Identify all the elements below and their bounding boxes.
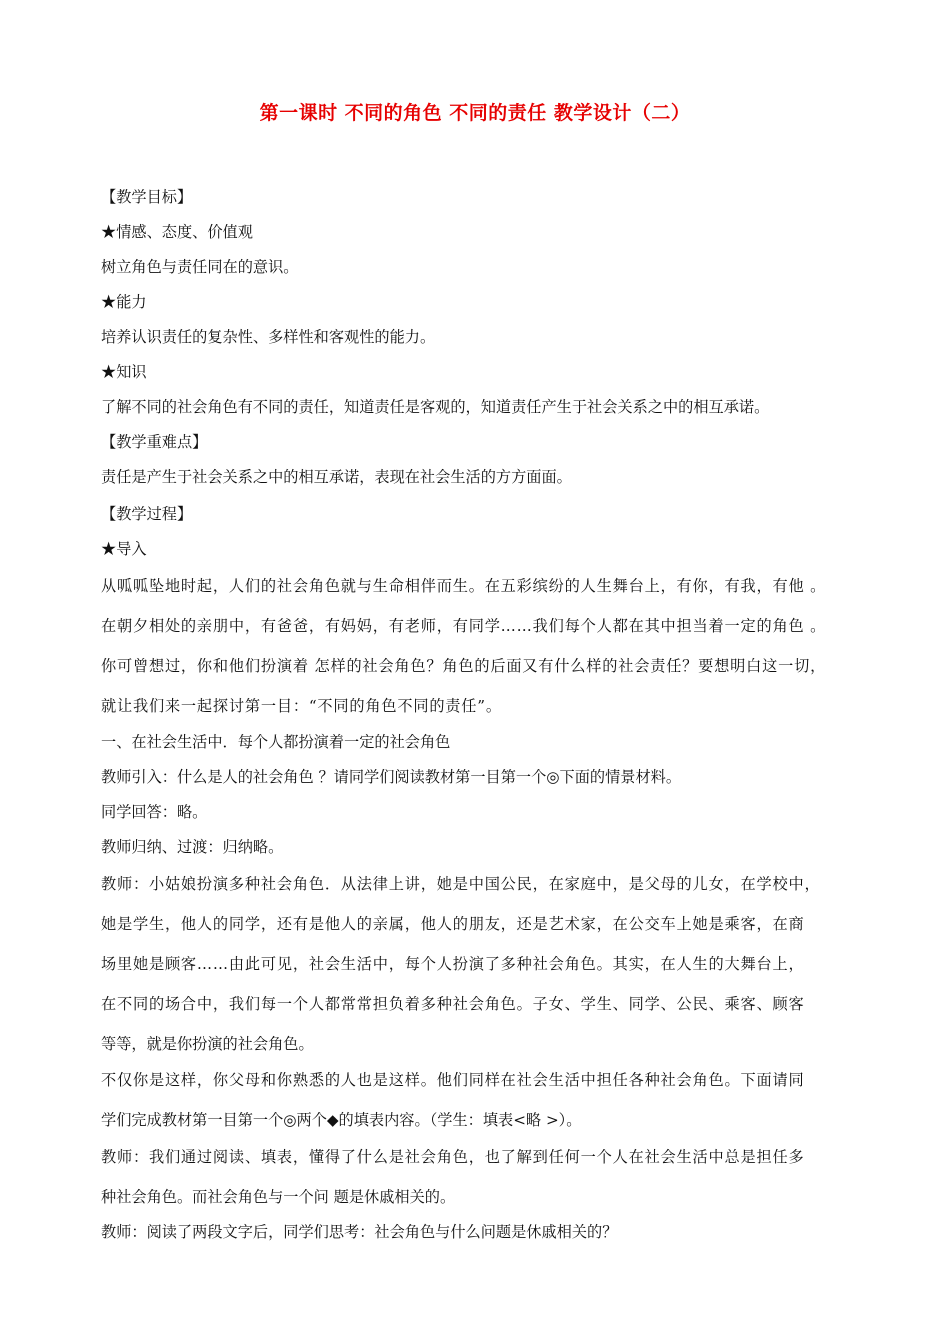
paragraph: 在不同的场合中，我们每一个人都常常担负着多种社会角色。子女、学生、同学、公民、乘客、顾客	[101, 995, 805, 1013]
paragraph: 教师引入：什么是人的社会角色 ？请同学们阅读教材第一目第一个◎下面的情景材料。	[101, 768, 682, 786]
paragraph: 从呱呱坠地时起，人们的社会角色就与生命相伴而生。在五彩缤纷的人生舞台上，有你，有我，有他 。	[101, 577, 827, 595]
paragraph: 责任是产生于社会关系之中的相互承诺，表现在社会生活的方方面面。	[101, 468, 572, 486]
paragraph: 场里她是顾客……由此可见，社会生活中，每个人扮演了多种社会角色。其实，在人生的大舞台上，	[101, 955, 805, 973]
subheading-emotion-attitude-values: ★情感、态度、价值观	[101, 223, 253, 241]
paragraph: 教师：我们通过阅读、填表，懂得了什么是社会角色，也了解到任何一个人在社会生活中总是担任多	[101, 1148, 805, 1166]
document-title: 第一课时 不同的角色 不同的责任 教学设计（二）	[259, 102, 691, 124]
paragraph: 在朝夕相处的亲朋中，有爸爸，有妈妈，有老师，有同学……我们每个人都在其中担当着一定的角色 。	[101, 617, 827, 635]
paragraph: 等等，就是你扮演的社会角色。	[101, 1035, 314, 1053]
paragraph: 不仅你是这样，你父母和你熟悉的人也是这样。他们同样在社会生活中担任各种社会角色。下面请同	[101, 1071, 805, 1089]
subheading-ability: ★能力	[101, 293, 147, 311]
paragraph: 她是学生，他人的同学，还有是他人的亲属，他人的朋友，还是艺术家，在公交车上她是乘客，在商	[101, 915, 805, 933]
paragraph: 就让我们来一起探讨第一目：“不同的角色不同的责任”。	[101, 697, 502, 715]
paragraph: 教师：阅读了两段文字后，同学们思考：社会角色与什么问题是休戚相关的？	[101, 1223, 618, 1241]
paragraph: 树立角色与责任同在的意识。	[101, 258, 299, 276]
subheading-introduction: ★导入	[101, 540, 147, 558]
paragraph: 了解不同的社会角色有不同的责任，知道责任是客观的，知道责任产生于社会关系之中的相互承诺。	[101, 398, 770, 416]
section-heading-teaching-goals: 【教学目标】	[101, 188, 193, 206]
section-heading-part-one: 一、在社会生活中．每个人都扮演着一定的社会角色	[101, 733, 451, 751]
section-heading-key-points: 【教学重难点】	[101, 433, 208, 451]
paragraph: 培养认识责任的复杂性、多样性和客观性的能力。	[101, 328, 436, 346]
paragraph: 学们完成教材第一目第一个◎两个◆的填表内容。（学生：填表<略 >）。	[101, 1111, 582, 1129]
paragraph: 种社会角色。而社会角色与一个问 题是休戚相关的。	[101, 1188, 456, 1206]
paragraph: 教师归纳、过渡：归纳略。	[101, 838, 284, 856]
paragraph: 你可曾想过，你和他们扮演着 怎样的社会角色？角色的后面又有什么样的社会责任？要想明白这一切，	[101, 657, 827, 675]
paragraph: 同学回答：略。	[101, 803, 208, 821]
subheading-knowledge: ★知识	[101, 363, 147, 381]
paragraph: 教师：小姑娘扮演多种社会角色．从法律上讲，她是中国公民，在家庭中，是父母的儿女，在学校中，	[101, 875, 821, 893]
section-heading-teaching-process: 【教学过程】	[101, 505, 193, 523]
